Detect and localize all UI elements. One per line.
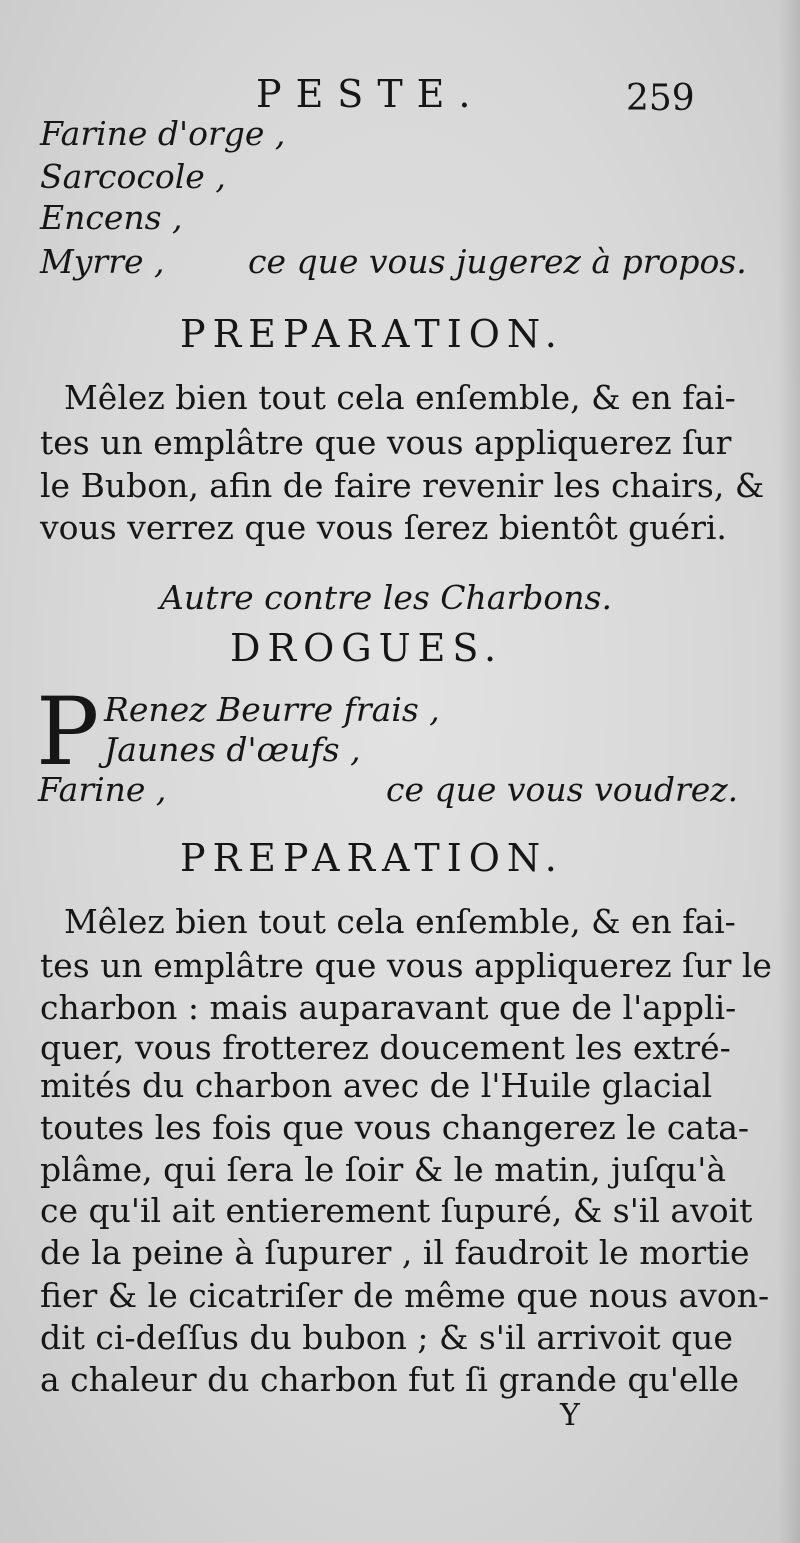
text-line: de la peine à ſupurer , il faudroit le mortie bbox=[40, 1233, 750, 1272]
section-heading bbox=[180, 312, 564, 356]
ingredient-line: Farine , bbox=[38, 770, 167, 809]
page-number: 259 bbox=[626, 78, 695, 119]
text-line: Mêlez bien tout cela enſemble, & en fai- bbox=[64, 378, 736, 417]
page-gutter-shadow bbox=[778, 0, 800, 1543]
text-line: Mêlez bien tout cela enſemble, & en fai- bbox=[64, 902, 736, 941]
text-line: le Bubon, afin de faire revenir les chairs, & bbox=[40, 466, 765, 505]
ingredient-line: Myrre , bbox=[40, 242, 165, 281]
heading-text: DROGUES. bbox=[230, 626, 504, 670]
heading-text: PREPARATION. bbox=[180, 312, 564, 356]
text-line: fier & le cicatriſer de même que nous avon- bbox=[40, 1276, 770, 1315]
text-line: dit ci-deſſus du bubon ; & s'il arrivoit que bbox=[40, 1318, 733, 1357]
section-subtitle: Autre contre les Charbons. bbox=[160, 578, 612, 617]
heading-text: PREPARATION. bbox=[180, 836, 564, 880]
ingredient-line: Jaunes d'œufs , bbox=[104, 730, 361, 769]
text-line: tes un emplâtre que vous appliquerez ſur bbox=[40, 423, 732, 462]
section-heading bbox=[230, 626, 503, 670]
ingredient-line: Sarcocole , bbox=[40, 157, 226, 196]
text-line: toutes les fois que vous changerez le cata- bbox=[40, 1108, 750, 1147]
text-line: quer, vous frotterez doucement les extré- bbox=[40, 1028, 731, 1067]
ingredient-line: Farine d'orge , bbox=[40, 114, 286, 153]
section-heading bbox=[180, 836, 564, 880]
quantity-note: ce que vous jugerez à propos. bbox=[248, 242, 747, 281]
text-line: vous verrez que vous ſerez bientôt guéri. bbox=[40, 508, 727, 547]
quantity-note: ce que vous voudrez. bbox=[386, 770, 739, 809]
text-line: charbon : mais auparavant que de l'appli- bbox=[40, 988, 737, 1027]
text-line: mités du charbon avec de l'Huile glacial bbox=[40, 1066, 713, 1105]
text-line: ce qu'il ait entierement ſupuré, & s'il avoit bbox=[40, 1191, 753, 1230]
ingredient-line: Encens , bbox=[40, 198, 183, 237]
text-line: a chaleur du charbon fut ſi grande qu'elle bbox=[40, 1360, 740, 1399]
text-line: plâme, qui ſera le ſoir & le matin, juſqu'à bbox=[40, 1150, 727, 1189]
ingredient-line: Renez Beurre frais , bbox=[104, 690, 440, 729]
text-line: tes un emplâtre que vous appliquerez ſur le bbox=[40, 946, 772, 985]
signature-mark: Y bbox=[560, 1398, 580, 1433]
drop-cap: P bbox=[36, 678, 100, 787]
running-head: PESTE. bbox=[256, 72, 485, 116]
